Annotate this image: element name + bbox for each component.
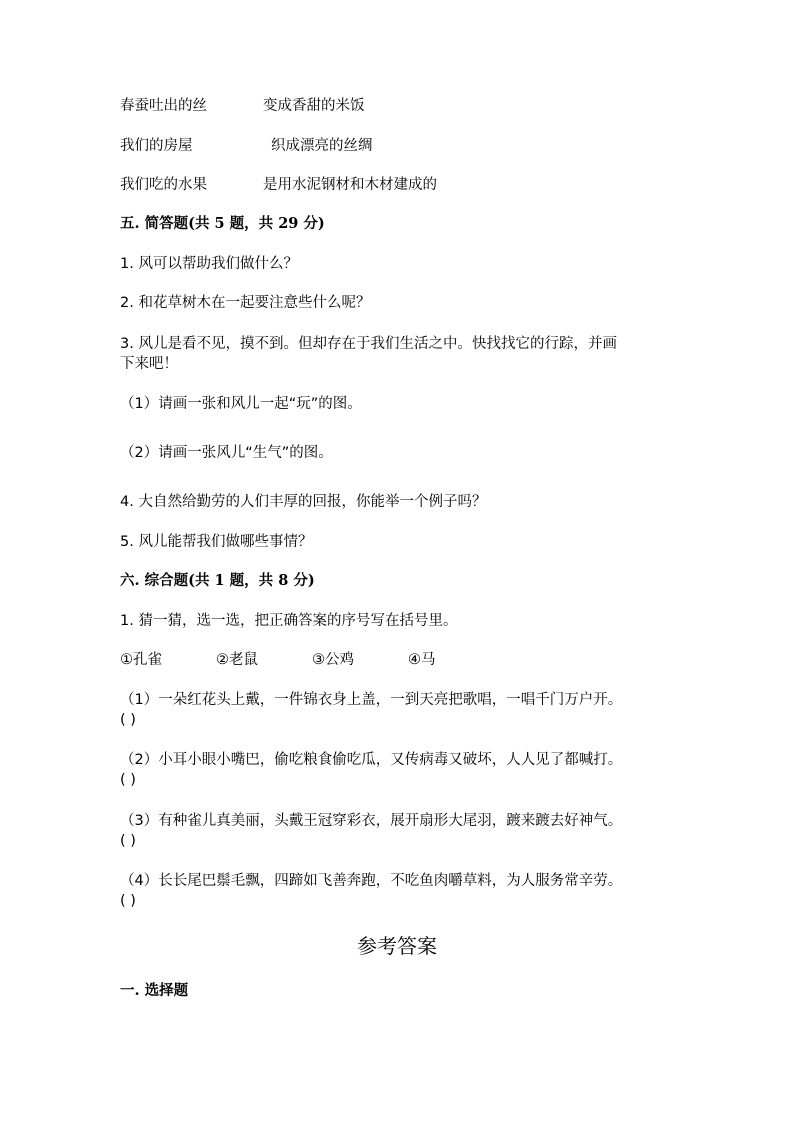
question-text: 1. 猜一猜，选一选，把正确答案的序号写在括号里。 [120, 613, 458, 629]
question-text: 1. 风可以帮助我们做什么？ [120, 256, 298, 272]
answer-blank: ( ) [120, 893, 136, 909]
sub-question-text: （2）请画一张风儿“生气”的图。 [120, 445, 333, 461]
riddle-text: （2）小耳小眼小嘴巴，偷吃粮食偷吃瓜，又传病毒又破坏，人人见了都喊打。 [120, 752, 623, 768]
match-left-text: 我们吃的水果 [120, 177, 207, 193]
answer-blank: ( ) [120, 833, 136, 849]
question-text: 2. 和花草树木在一起要注意些什么呢？ [120, 295, 371, 311]
option-text: ②老鼠 [216, 652, 258, 668]
section-heading: 六. 综合题(共 1 题，共 8 分) [120, 572, 315, 589]
riddle-text: （3）有种雀儿真美丽，头戴王冠穿彩衣，展开扇形大尾羽，踱来踱去好神气。 [120, 813, 623, 829]
answer-blank: ( ) [120, 772, 136, 788]
answer-blank: ( ) [120, 712, 136, 728]
match-right-text: 是用水泥钢材和木材建成的 [263, 177, 437, 193]
section-heading: 五. 简答题(共 5 题，共 29 分) [120, 215, 325, 232]
riddle-text: （1）一朵红花头上戴，一件锦衣身上盖，一到天亮把歌唱，一唱千门万户开。 [120, 692, 623, 708]
match-right-text: 织成漂亮的丝绸 [271, 138, 373, 154]
option-text: ③公鸡 [312, 652, 354, 668]
option-text: ①孔雀 [120, 652, 162, 668]
section-heading: 一. 选择题 [120, 982, 189, 999]
question-text: 3. 风儿是看不见，摸不到。但却存在于我们生活之中。快找找它的行踪，并画 [120, 336, 617, 352]
answer-key-title: 参考答案 [357, 934, 437, 958]
match-left-text: 春蚕吐出的丝 [120, 98, 207, 114]
question-text: 5. 风儿能帮我们做哪些事情？ [120, 534, 313, 550]
question-text-continued: 下来吧！ [120, 356, 178, 372]
riddle-text: （4）长长尾巴鬃毛飘，四蹄如飞善奔跑，不吃鱼肉嚼草料，为人服务常辛劳。 [120, 873, 623, 889]
question-text: 4. 大自然给勤劳的人们丰厚的回报，你能举一个例子吗？ [120, 494, 487, 510]
match-left-text: 我们的房屋 [120, 138, 193, 154]
option-text: ④马 [408, 652, 436, 668]
sub-question-text: （1）请画一张和风儿一起“玩”的图。 [120, 396, 362, 412]
match-right-text: 变成香甜的米饭 [263, 98, 365, 114]
